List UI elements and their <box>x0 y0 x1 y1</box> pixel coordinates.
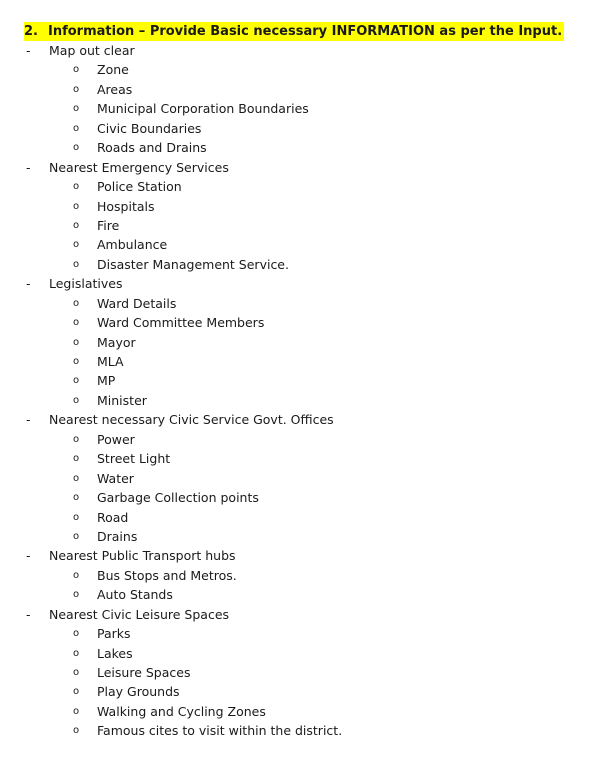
section-item <box>0 41 605 60</box>
list-item <box>0 682 605 701</box>
circle-bullet-icon: o <box>73 472 80 484</box>
list-item-text: Ward Details <box>97 295 177 311</box>
circle-bullet-icon: o <box>73 64 80 76</box>
list-item-text: Hospitals <box>97 198 155 214</box>
section-item <box>0 410 605 429</box>
list-item <box>0 702 605 721</box>
list-item-text: Ward Committee Members <box>97 315 265 331</box>
list-item-text: Mayor <box>97 334 136 350</box>
section-heading <box>24 22 564 41</box>
list-item-text: Famous cites to visit within the district. <box>97 723 343 739</box>
dash-marker: - <box>26 43 31 58</box>
circle-bullet-icon: o <box>73 297 80 309</box>
heading-text: Information – Provide Basic necessary INFORMATION as per the Input. <box>48 24 563 39</box>
list-item <box>0 371 605 390</box>
list-item-text: Disaster Management Service. <box>97 256 289 272</box>
circle-bullet-icon: o <box>73 667 80 678</box>
list-item-text: Play Grounds <box>97 684 180 700</box>
list-item-text: Areas <box>97 81 133 97</box>
list-item <box>0 99 605 118</box>
circle-bullet-icon: o <box>73 122 80 134</box>
list-item <box>0 566 605 585</box>
dash-marker: - <box>26 412 31 428</box>
circle-bullet-icon: o <box>73 103 80 115</box>
section-title: Nearest Civic Leisure Spaces <box>49 606 230 622</box>
list-item <box>0 80 605 99</box>
circle-bullet-icon: o <box>73 453 80 465</box>
circle-bullet-icon: o <box>73 569 80 581</box>
section-title: Legislatives <box>49 276 123 292</box>
circle-bullet-icon: o <box>73 647 80 659</box>
list-item-text: Ambulance <box>97 237 168 253</box>
list-item <box>0 294 605 313</box>
circle-bullet-icon: o <box>73 725 80 737</box>
list-item-text: Civic Boundaries <box>97 120 202 136</box>
list-item <box>0 391 605 410</box>
list-item-text: Garbage Collection points <box>97 490 259 506</box>
list-item-text: Auto Stands <box>97 587 173 603</box>
list-item <box>0 508 605 527</box>
list-item <box>0 721 605 740</box>
list-item <box>0 430 605 449</box>
list-item-text: Street Light <box>97 451 171 467</box>
circle-bullet-icon: o <box>73 83 80 95</box>
list-item <box>0 527 605 546</box>
list-item-text: Parks <box>97 626 131 642</box>
section-title: Nearest Emergency Services <box>49 159 229 175</box>
list-item-text: Zone <box>97 62 129 78</box>
list-item <box>0 488 605 507</box>
list-item <box>0 449 605 468</box>
list-item <box>0 663 605 682</box>
circle-bullet-icon: o <box>73 356 80 367</box>
circle-bullet-icon: o <box>73 686 80 698</box>
circle-bullet-icon: o <box>73 200 80 212</box>
list-item <box>0 624 605 643</box>
circle-bullet-icon: o <box>73 375 80 387</box>
circle-bullet-icon: o <box>73 433 80 445</box>
list-item <box>0 60 605 79</box>
list-item <box>0 235 605 254</box>
list-item <box>0 585 605 604</box>
list-item <box>0 119 605 138</box>
list-item-text: MLA <box>97 354 124 369</box>
section-item <box>0 605 605 624</box>
list-item <box>0 216 605 235</box>
section-item <box>0 546 605 565</box>
circle-bullet-icon: o <box>73 705 80 717</box>
list-item-text: Roads and Drains <box>97 140 207 156</box>
list-item-text: Drains <box>97 528 138 544</box>
circle-bullet-icon: o <box>73 258 80 270</box>
circle-bullet-icon: o <box>73 317 80 329</box>
list-item-text: MP <box>97 373 116 389</box>
circle-bullet-icon: o <box>73 181 80 193</box>
outline-list <box>0 41 605 741</box>
list-item-text: Municipal Corporation Boundaries <box>97 101 309 117</box>
circle-bullet-icon: o <box>73 492 80 504</box>
circle-bullet-icon: o <box>73 530 80 542</box>
circle-bullet-icon: o <box>73 394 80 406</box>
heading-number: 2. <box>24 24 38 39</box>
list-item-text: Bus Stops and Metros. <box>97 567 237 583</box>
list-item <box>0 255 605 274</box>
list-item-text: Minister <box>97 392 147 408</box>
circle-bullet-icon: o <box>73 336 80 348</box>
circle-bullet-icon: o <box>73 142 80 154</box>
section-item <box>0 274 605 293</box>
list-item-text: Power <box>97 431 135 447</box>
dash-marker: - <box>26 276 31 292</box>
dash-marker: - <box>26 159 31 175</box>
list-item <box>0 313 605 332</box>
list-item <box>0 333 605 352</box>
circle-bullet-icon: o <box>73 628 80 640</box>
list-item-text: Road <box>97 509 129 525</box>
list-item <box>0 644 605 663</box>
circle-bullet-icon: o <box>73 511 80 523</box>
list-item-text: Police Station <box>97 179 182 195</box>
list-item <box>0 352 605 371</box>
list-item <box>0 197 605 216</box>
list-item <box>0 469 605 488</box>
circle-bullet-icon: o <box>73 589 80 601</box>
list-item-text: Lakes <box>97 645 133 661</box>
list-item <box>0 177 605 196</box>
circle-bullet-icon: o <box>73 219 80 231</box>
dash-marker: - <box>26 606 31 622</box>
section-title: Nearest Public Transport hubs <box>49 548 236 564</box>
section-title: Nearest necessary Civic Service Govt. Offices <box>49 412 334 428</box>
list-item-text: Leisure Spaces <box>97 665 191 680</box>
dash-marker: - <box>26 548 31 564</box>
list-item <box>0 138 605 157</box>
circle-bullet-icon: o <box>73 239 80 251</box>
section-item <box>0 158 605 177</box>
section-title: Map out clear <box>49 43 135 58</box>
list-item-text: Water <box>97 470 134 486</box>
list-item-text: Walking and Cycling Zones <box>97 703 266 719</box>
list-item-text: Fire <box>97 217 120 233</box>
